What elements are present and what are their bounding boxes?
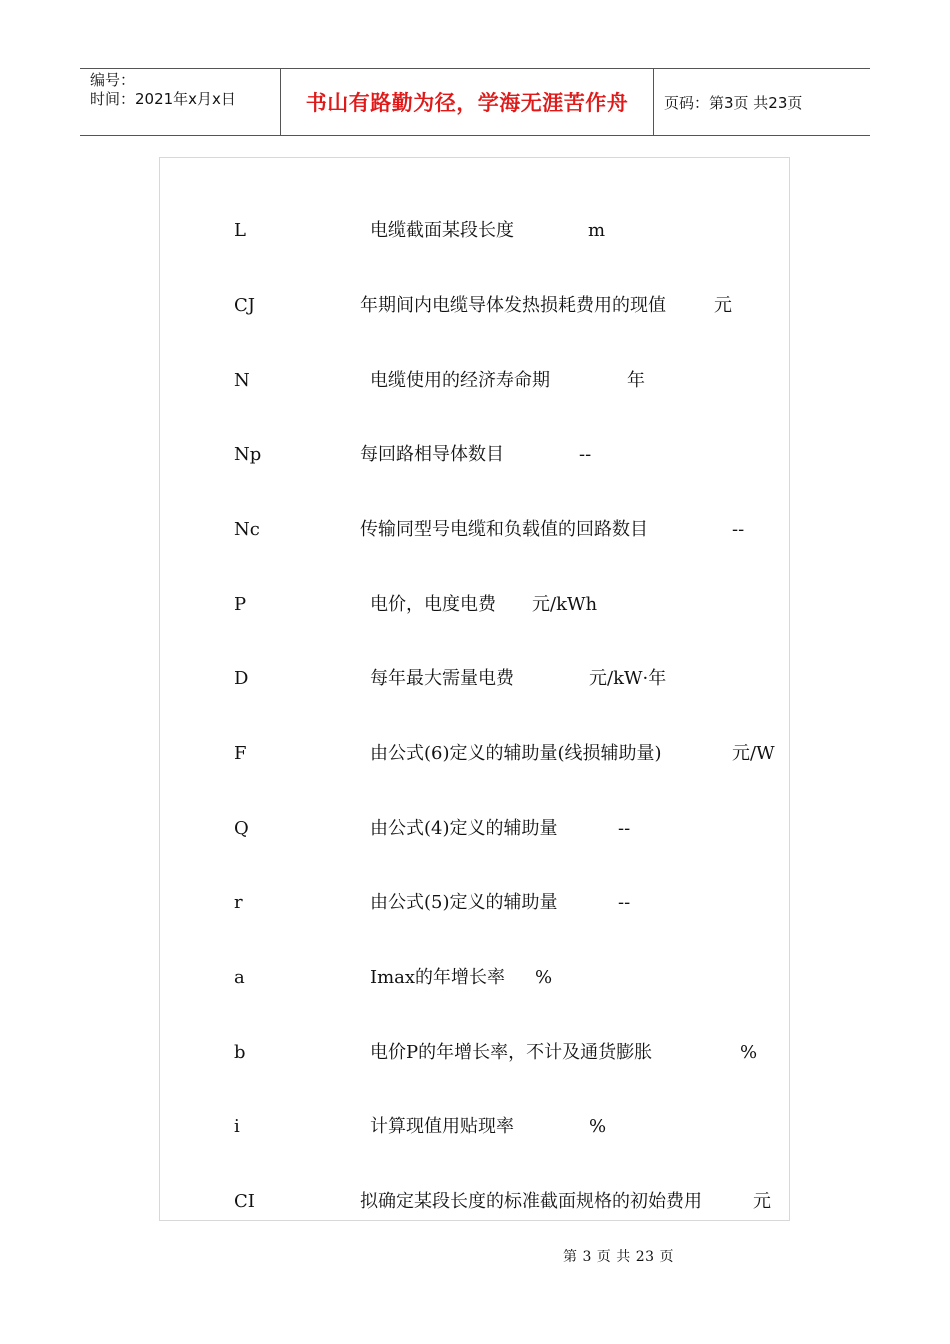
row-description: 由公式(5)定义的辅助量 [370,892,558,913]
row-symbol: F [234,743,247,764]
row-description: 由公式(4)定义的辅助量 [370,818,558,839]
header-motto-cell [281,69,654,135]
row-unit: 元/W [732,743,775,764]
row-unit: -- [618,818,631,839]
row-description: Imax的年增长率 [370,967,506,988]
symbol-row [0,667,950,691]
time-label: 时间：2021年x月x日 [90,90,236,108]
row-symbol: r [234,892,243,913]
row-unit: 元 [753,1191,771,1212]
number-label: 编号： [90,71,136,89]
row-description: 电缆截面某段长度 [370,220,514,241]
row-unit: 元/kW·年 [589,668,667,689]
row-description: 年期间内电缆导体发热损耗费用的现值 [360,295,666,316]
symbol-row [0,1041,950,1065]
footer-page-number: 第 3 页 共 23 页 [563,1249,674,1265]
row-description: 传输同型号电缆和负载值的回路数目 [360,519,648,540]
row-description: 拟确定某段长度的标准截面规格的初始费用 [360,1191,702,1212]
symbol-row [0,966,950,990]
symbol-row [0,817,950,841]
row-symbol: a [234,967,245,988]
row-unit: -- [618,892,631,913]
row-unit: 元 [714,295,732,316]
symbol-row [0,369,950,393]
row-symbol: CJ [234,295,255,316]
symbol-row [0,219,950,243]
header-motto: 书山有路勤为径，学海无涯苦作舟 [305,91,629,115]
row-symbol: N [234,370,250,391]
row-unit: % [589,1116,607,1137]
symbol-row [0,593,950,617]
row-symbol: Np [234,444,262,465]
row-unit: 年 [627,370,645,391]
symbol-row [0,443,950,467]
row-symbol: Nc [234,519,260,540]
row-unit: % [535,967,553,988]
row-symbol: b [234,1042,246,1063]
row-unit: % [740,1042,758,1063]
row-unit: 元/kWh [532,594,598,615]
symbol-row [0,1190,950,1214]
symbol-row [0,294,950,318]
symbol-row [0,518,950,542]
row-symbol: CI [234,1191,255,1212]
row-unit: -- [732,519,745,540]
header-meta [80,69,281,135]
row-description: 计算现值用贴现率 [370,1116,514,1137]
header-page-cell [654,69,870,135]
row-symbol: i [234,1116,240,1137]
row-description: 电价P的年增长率，不计及通货膨胀 [370,1042,653,1063]
symbol-row [0,742,950,766]
row-unit: -- [579,444,592,465]
row-description: 每回路相导体数目 [360,444,504,465]
row-symbol: P [234,594,247,615]
row-symbol: Q [234,818,249,839]
row-symbol: D [234,668,249,689]
header-page-info: 页码：第3页 共23页 [664,93,803,112]
row-description: 电缆使用的经济寿命期 [370,370,550,391]
row-description: 每年最大需量电费 [370,668,514,689]
row-symbol: L [234,220,246,241]
row-description: 由公式(6)定义的辅助量(线损辅助量) [370,743,662,764]
row-unit: m [588,220,606,241]
symbol-row [0,891,950,915]
row-description: 电价，电度电费 [370,594,496,615]
page-header [80,68,870,136]
symbol-row [0,1115,950,1139]
